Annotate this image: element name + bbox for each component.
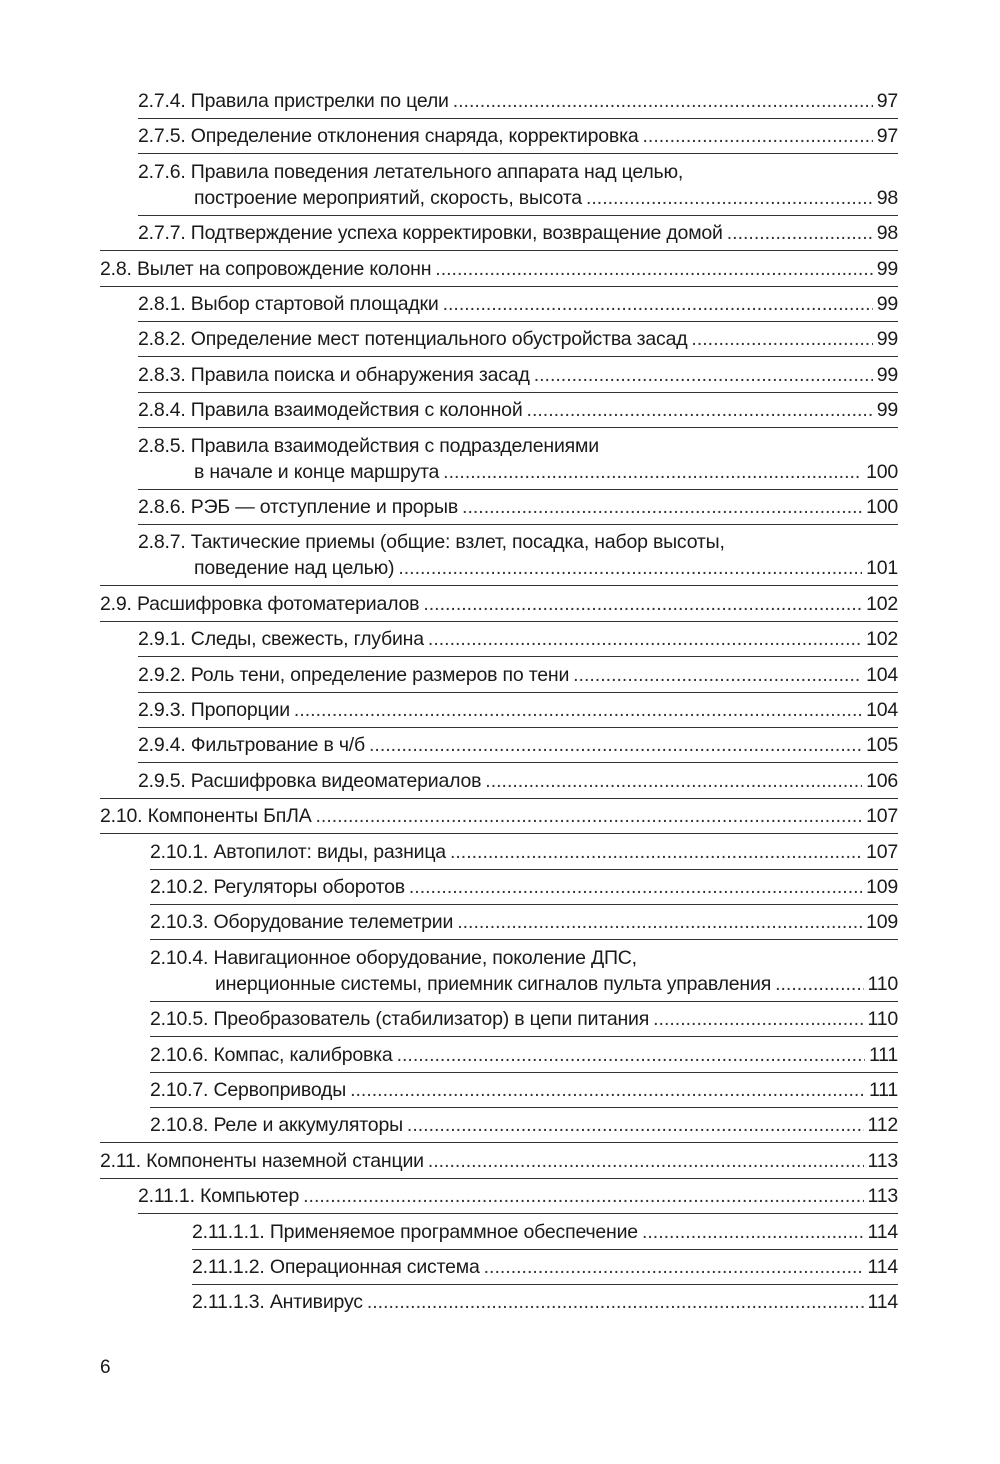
- dot-leader: [397, 1042, 865, 1068]
- toc-entry-title: 2.9.2. Роль тени, определение размеров по тени: [138, 663, 570, 686]
- toc-entry-page: 102: [866, 628, 898, 651]
- toc-entry-title: 2.8.4. Правила взаимодействия с колонной: [138, 399, 523, 422]
- toc-entry-first-line: 2.8.5. Правила взаимодействия с подразделениями: [138, 434, 599, 457]
- toc-entry-page: 99: [876, 257, 898, 280]
- separator-rule: [138, 427, 898, 428]
- toc-entry-page: 100: [866, 496, 898, 518]
- toc-entry-page: 99: [876, 328, 898, 351]
- separator-rule: [150, 1036, 898, 1037]
- toc-entry-title: 2.9.3. Пропорции: [138, 699, 290, 721]
- toc-entry-page: 98: [876, 222, 898, 245]
- dot-leader: [527, 397, 873, 423]
- toc-entry-title: 2.8.2. Определение мест потенциального обустройства засад: [138, 328, 688, 351]
- page-number: 6: [100, 1357, 111, 1378]
- toc-entry-title: 2.10.2. Регуляторы оборотов: [150, 876, 405, 898]
- toc-entry-title: 2.7.7. Подтверждение успеха корректировки, возвращение домой: [138, 222, 723, 245]
- dot-leader: [428, 1148, 864, 1174]
- separator-rule: [138, 153, 898, 154]
- toc-entry-page: 110: [867, 972, 898, 995]
- dot-leader: [316, 803, 863, 829]
- toc-entry-page: 102: [866, 592, 898, 615]
- toc-entry-title: инерционные системы, приемник сигналов пульта управления: [215, 972, 772, 995]
- dot-leader: [457, 909, 862, 935]
- dot-leader: [435, 256, 872, 282]
- dot-leader: [443, 459, 862, 485]
- separator-rule: [150, 904, 898, 905]
- separator-rule: [138, 1213, 898, 1214]
- separator-rule: [100, 621, 898, 622]
- toc-entry-title: 2.9.1. Следы, свежесть, глубина: [138, 628, 424, 651]
- toc-entry-title: 2.7.5. Определение отклонения снаряда, корректировка: [138, 125, 639, 148]
- dot-leader: [653, 1006, 863, 1032]
- toc-entry-title: 2.8.1. Выбор стартовой площадки: [138, 293, 439, 315]
- toc-entry-title: 2.9.4. Фильтрование в ч/б: [138, 734, 365, 757]
- dot-leader: [428, 626, 862, 652]
- toc-entry-title: 2.11.1.3. Антивирус: [192, 1291, 363, 1314]
- dot-leader: [727, 220, 873, 246]
- separator-rule: [138, 321, 898, 322]
- toc-entry-title: 2.11.1.2. Операционная система: [192, 1256, 480, 1278]
- separator-rule: [138, 692, 898, 693]
- dot-leader: [691, 326, 872, 352]
- toc-entry-title: поведение над целью): [194, 557, 395, 580]
- dot-leader: [407, 1112, 864, 1138]
- dot-leader: [423, 591, 862, 617]
- separator-rule: [138, 489, 898, 490]
- toc-entry-title: 2.8. Вылет на сопровождение колонн: [100, 257, 432, 280]
- toc-entry-title: 2.10. Компоненты БпЛА: [100, 805, 312, 828]
- separator-rule: [150, 939, 898, 940]
- dot-leader: [303, 1183, 863, 1209]
- toc-entry-page: 99: [876, 363, 898, 386]
- toc-entry-first-line: 2.7.6. Правила поведения летательного аппарата над целью,: [138, 160, 684, 183]
- toc-entry-title: 2.9.5. Расшифровка видеоматериалов: [138, 769, 482, 792]
- toc-entry-title: в начале и конце маршрута: [194, 460, 440, 483]
- toc-entry-page: 99: [876, 399, 898, 422]
- toc-entry-title: 2.10.5. Преобразователь (стабилизатор) в цепи питания: [150, 1008, 650, 1031]
- separator-rule: [150, 1072, 898, 1073]
- toc-entry-title: 2.8.6. РЭБ — отступление и прорыв: [138, 496, 459, 518]
- toc-entry-page: 109: [866, 911, 898, 934]
- toc-entry-page: 114: [867, 1256, 898, 1278]
- toc-entry-page: 99: [876, 293, 898, 315]
- toc-entry-title: 2.10.1. Автопилот: виды, разница: [150, 840, 446, 863]
- separator-rule: [150, 1107, 898, 1108]
- separator-rule: [138, 656, 898, 657]
- toc-entry-title: 2.9. Расшифровка фотоматериалов: [100, 592, 420, 615]
- toc-entry-page: 106: [866, 769, 898, 792]
- toc-entry-title: 2.10.3. Оборудование телеметрии: [150, 911, 454, 934]
- dot-leader: [453, 88, 873, 114]
- dot-leader: [484, 1254, 864, 1280]
- separator-rule: [150, 869, 898, 870]
- separator-rule: [100, 286, 898, 287]
- toc-entry-title: 2.11. Компоненты наземной станции: [100, 1149, 424, 1172]
- toc-entry-page: 114: [867, 1220, 898, 1243]
- toc-entry-page: 97: [876, 90, 898, 112]
- toc-entry-first-line: 2.8.7. Тактические приемы (общие: взлет, посадка, набор высоты,: [138, 531, 725, 554]
- separator-rule: [100, 250, 898, 251]
- dot-leader: [398, 555, 862, 581]
- dot-leader: [409, 874, 862, 900]
- separator-rule: [138, 118, 898, 119]
- separator-rule: [192, 1284, 898, 1285]
- toc-entry-page: 104: [866, 663, 898, 686]
- dot-leader: [534, 362, 873, 388]
- toc-entry-title: построение мероприятий, скорость, высота: [194, 186, 582, 209]
- separator-rule: [138, 392, 898, 393]
- toc-entry-page: 110: [867, 1008, 898, 1031]
- separator-rule: [100, 833, 898, 834]
- dot-leader: [450, 839, 862, 865]
- dot-leader: [642, 123, 872, 149]
- separator-rule: [192, 1249, 898, 1250]
- dot-leader: [367, 1289, 864, 1315]
- dot-leader: [573, 662, 862, 688]
- separator-rule: [100, 1142, 898, 1143]
- toc-entry-page: 111: [868, 1079, 898, 1101]
- toc-entry-first-line: 2.10.4. Навигационное оборудование, поколение ДПС,: [150, 946, 637, 969]
- toc-entry-page: 109: [866, 876, 898, 898]
- separator-rule: [138, 356, 898, 357]
- toc-entry-page: 112: [867, 1114, 898, 1137]
- dot-leader: [642, 1219, 864, 1245]
- separator-rule: [100, 1178, 898, 1179]
- toc-entry-page: 114: [867, 1291, 898, 1314]
- dot-leader: [775, 971, 863, 997]
- dot-leader: [485, 768, 862, 794]
- toc-entry-page: 101: [866, 557, 898, 580]
- dot-leader: [369, 732, 862, 758]
- separator-rule: [138, 727, 898, 728]
- separator-rule: [138, 215, 898, 216]
- toc-entry-page: 113: [867, 1185, 898, 1208]
- toc-entry-page: 98: [876, 186, 898, 209]
- toc-entry-title: 2.10.7. Сервоприводы: [150, 1079, 347, 1101]
- toc-entry-page: 100: [866, 460, 898, 483]
- toc-entry-page: 113: [867, 1149, 898, 1172]
- separator-rule: [150, 1001, 898, 1002]
- toc-entry-page: 105: [866, 734, 898, 757]
- dot-leader: [443, 291, 873, 317]
- toc-entry-title: 2.8.3. Правила поиска и обнаружения засад: [138, 363, 530, 386]
- toc-entry-title: 2.10.8. Реле и аккумуляторы: [150, 1114, 403, 1137]
- dot-leader: [462, 494, 862, 520]
- separator-rule: [100, 798, 898, 799]
- dot-leader: [294, 697, 862, 723]
- toc-entry-title: 2.11.1. Компьютер: [138, 1185, 300, 1208]
- toc-entry-title: 2.11.1.1. Применяемое программное обеспечение: [192, 1220, 638, 1243]
- separator-rule: [138, 524, 898, 525]
- toc-entry-page: 107: [866, 805, 898, 828]
- toc-entry-page: 104: [866, 699, 898, 721]
- toc-entry-title: 2.7.4. Правила пристрелки по цели: [138, 90, 449, 112]
- separator-rule: [138, 762, 898, 763]
- toc-entry-page: 111: [868, 1043, 898, 1066]
- toc-entry-title: 2.10.6. Компас, калибровка: [150, 1043, 393, 1066]
- toc-entry-page: 107: [866, 840, 898, 863]
- separator-rule: [100, 585, 898, 586]
- toc-entry-page: 97: [876, 125, 898, 148]
- dot-leader: [586, 185, 873, 211]
- dot-leader: [350, 1077, 865, 1103]
